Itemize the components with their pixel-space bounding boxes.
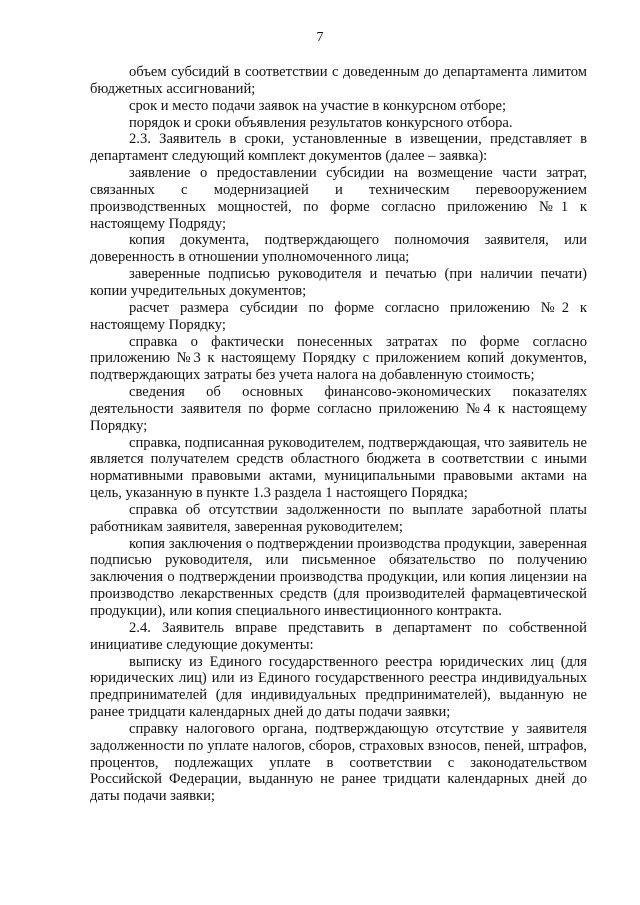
paragraph: срок и место подачи заявок на участие в конкурсном отборе;: [129, 97, 507, 114]
paragraph: копия документа, подтверждающего полномочия заявителя, или доверенность в отношении уполномоченного лица;: [90, 232, 587, 266]
paragraph: сведения об основных финансово-экономических показателях деятельности заявителя по форме согласно приложению №4 к настоящему Порядку;: [90, 384, 587, 434]
document-body: [90, 64, 587, 805]
paragraph: справку налогового органа, подтверждающую отсутствие у заявителя задолженности по уплате налогов, сборов, страховых взносов, пеней, штрафов, процентов, подлежащих уплате в соответствии с законодательством Российской Федерации, выданную не ранее тридцати календарных дней до даты подачи заявки;: [90, 720, 587, 805]
paragraph: справка, подписанная руководителем, подтверждающая, что заявитель не является получателем средств областного бюджета в соответствии с иными нормативными правовыми актами, муниципальными правовыми актами на цель, указанную в пункте 1.3 раздела 1 настоящего Порядка;: [90, 434, 587, 502]
page-number: 7: [316, 30, 324, 45]
paragraph: расчет размера субсидии по форме согласно приложению №2 к настоящему Порядку;: [90, 299, 587, 333]
paragraph: справка об отсутствии задолженности по выплате заработной платы работникам заявителя, заверенная руководителем;: [90, 501, 587, 535]
paragraph: копия заключения о подтверждении производства продукции, заверенная подписью руководителя, или письменное обязательство по получению заключения о подтверждении производства продукции, или копия лицензии на производство лекарственных средств (для производителей фармацевтической продукции), или копия специального инвестиционного контракта.: [90, 535, 587, 619]
paragraph: выписку из Единого государственного реестра юридических лиц (для юридических лиц) или из Единого государственного реестра индивидуальных предпринимателей (для индивидуальных предпринимателей), выданную не ранее тридцати календарных дней до даты подачи заявки;: [90, 653, 587, 721]
paragraph: порядок и сроки объявления результатов конкурсного отбора.: [129, 114, 513, 131]
paragraph: объем субсидий в соответствии с доведенным до департамента лимитом бюджетных ассигнований;: [90, 64, 587, 97]
paragraph: заверенные подписью руководителя и печатью (при наличии печати) копии учредительных документов;: [90, 266, 587, 299]
paragraph: заявление о предоставлении субсидии на возмещение части затрат, связанных с модернизацией и техническим перевооружением производственных мощностей, по форме согласно приложению №1 к настоящему Подряду;: [90, 165, 587, 232]
paragraph: справка о фактически понесенных затратах по форме согласно приложению №3 к настоящему Порядку с приложением копий документов, подтверждающих затраты без учета налога на добавленную стоимость;: [90, 333, 587, 384]
paragraph: 2.3. Заявитель в сроки, установленные в извещении, представляет в департамент следующий комплект документов (далее – заявка):: [90, 131, 587, 165]
paragraph: 2.4. Заявитель вправе представить в департамент по собственной инициативе следующие документы:: [90, 619, 587, 653]
